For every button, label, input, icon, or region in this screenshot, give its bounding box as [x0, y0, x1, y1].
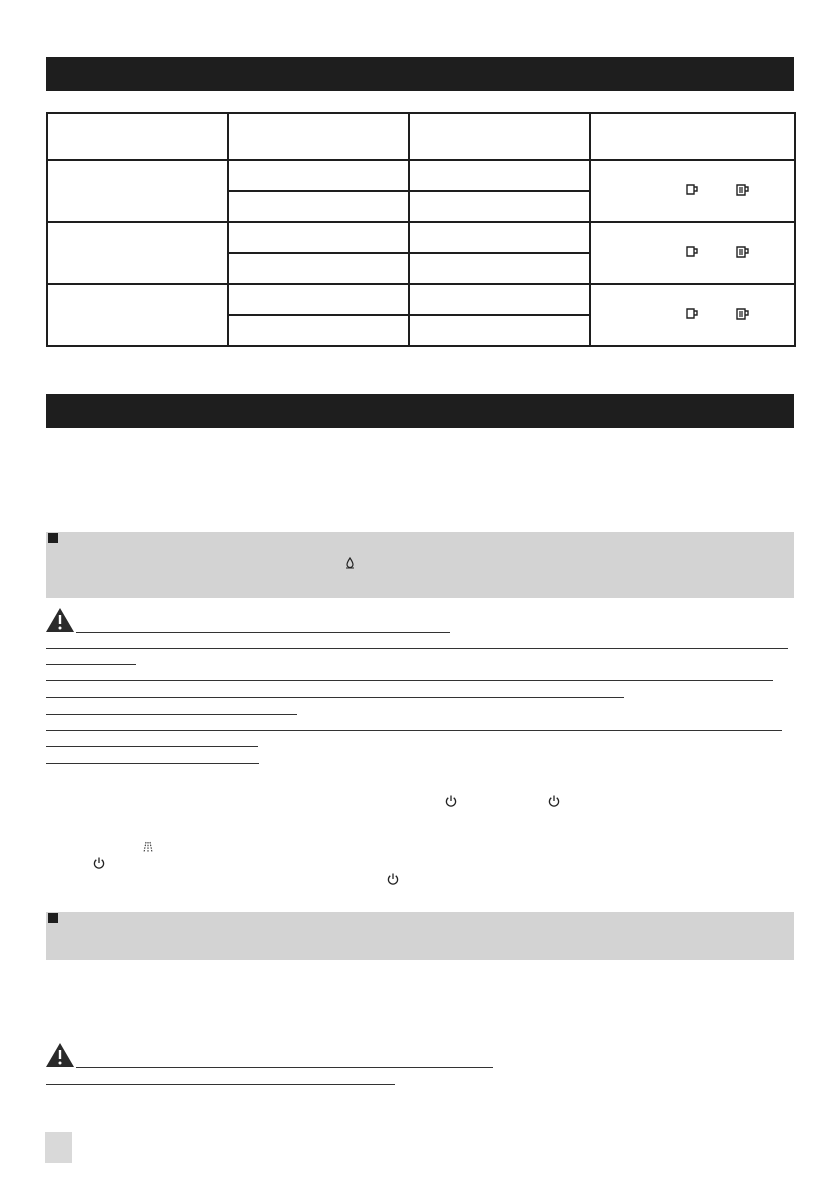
square-bullet-icon — [48, 913, 58, 923]
page-number-box — [45, 1132, 72, 1163]
double-cup-icon — [735, 183, 751, 197]
table-row — [47, 160, 795, 191]
note-box-1 — [46, 532, 794, 598]
table-header-cell — [228, 113, 409, 160]
table-header-cell — [409, 113, 590, 160]
table-header-row — [47, 113, 795, 160]
table-header-cell — [590, 113, 795, 160]
table-row — [47, 222, 795, 253]
warning-text-line — [46, 680, 773, 681]
table-cell — [228, 222, 409, 253]
table-cell — [228, 284, 409, 315]
settings-table — [46, 112, 796, 347]
power-icon — [444, 794, 458, 808]
table-row — [47, 284, 795, 315]
section-header-bar-1 — [46, 57, 794, 91]
double-cup-icon — [735, 307, 751, 321]
power-icon — [92, 856, 106, 870]
table-cell — [409, 160, 590, 191]
warning-text-line — [46, 763, 259, 764]
table-cell — [409, 191, 590, 222]
table-icon-cell — [590, 160, 795, 222]
square-bullet-icon — [48, 533, 58, 543]
table-cell — [228, 160, 409, 191]
warning-text-line — [46, 664, 136, 665]
table-icon-cell — [590, 284, 795, 346]
section-header-bar-2 — [46, 394, 794, 428]
single-cup-icon — [685, 245, 699, 259]
table-group-label-cell — [47, 160, 228, 222]
water-drop-icon — [343, 556, 357, 570]
table-header-cell — [47, 113, 228, 160]
table-group-label-cell — [47, 222, 228, 284]
warning-heading-underline — [76, 1067, 493, 1068]
warning-text-line — [46, 648, 788, 649]
warning-text-line — [46, 730, 782, 731]
table-cell — [409, 222, 590, 253]
table-cell — [228, 315, 409, 346]
warning-text-line — [46, 714, 297, 715]
single-cup-icon — [685, 307, 699, 321]
table-cell — [409, 284, 590, 315]
table-icon-cell — [590, 222, 795, 284]
steam-icon — [141, 840, 155, 854]
table-cell — [228, 253, 409, 284]
table-cell — [409, 253, 590, 284]
table-cell — [409, 315, 590, 346]
warning-text-line — [46, 697, 624, 698]
warning-triangle-icon — [45, 1042, 75, 1068]
warning-text-line — [46, 746, 258, 747]
single-cup-icon — [685, 183, 699, 197]
warning-heading-underline — [76, 632, 450, 633]
power-icon — [386, 872, 400, 886]
table-cell — [228, 191, 409, 222]
power-icon — [547, 794, 561, 808]
table-group-label-cell — [47, 284, 228, 346]
warning-text-line — [46, 1084, 395, 1085]
note-box-2 — [46, 912, 794, 960]
double-cup-icon — [735, 245, 751, 259]
warning-triangle-icon — [45, 607, 75, 633]
